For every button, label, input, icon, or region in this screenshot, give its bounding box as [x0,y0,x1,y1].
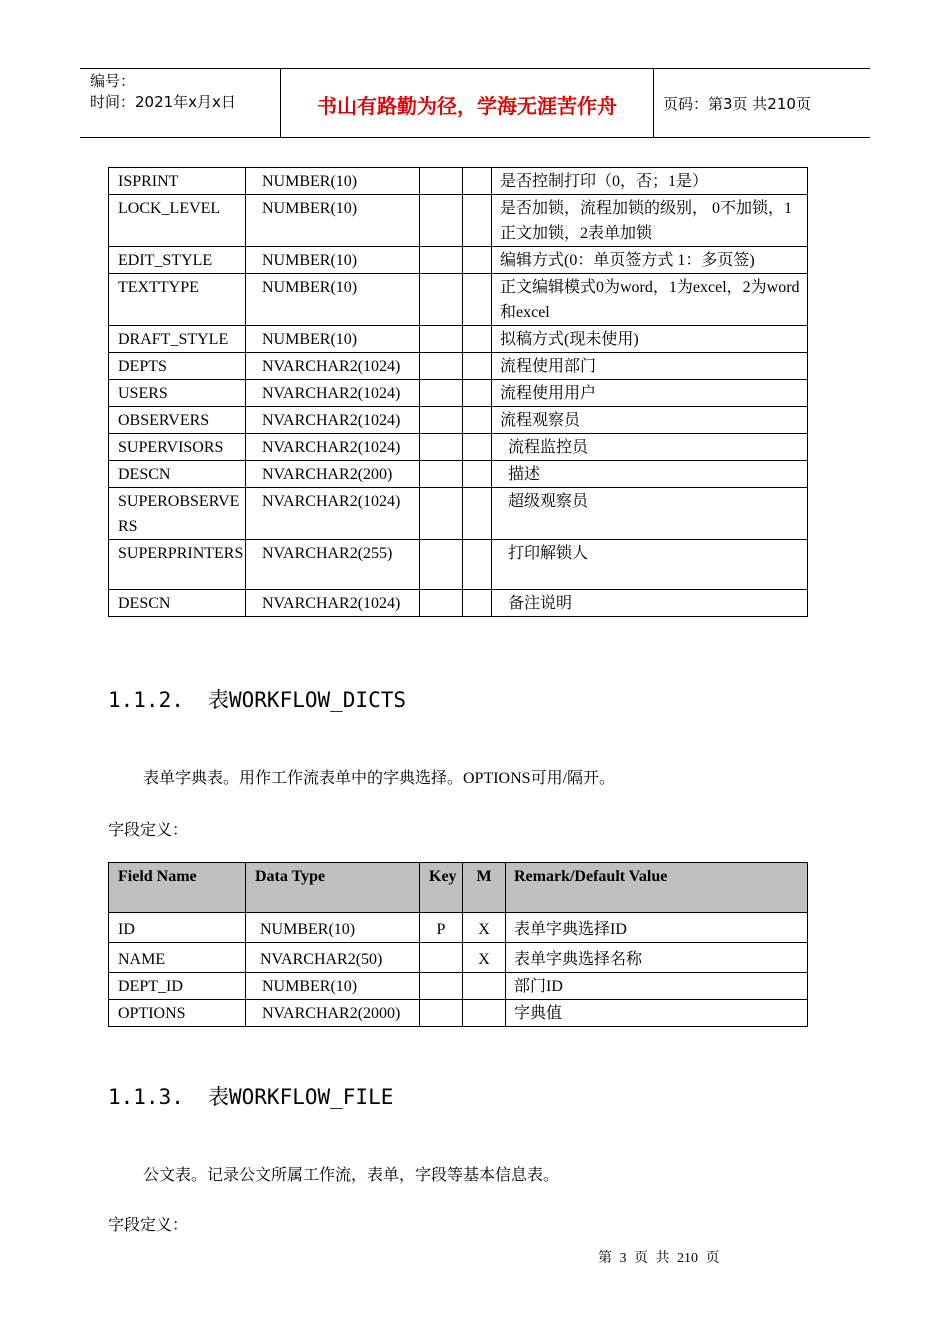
cell-key [420,247,463,274]
cell-remark: 描述 [492,461,808,488]
cell-remark: 超级观察员 [492,488,808,540]
table-row [109,380,808,407]
cell-remark: 部门ID [506,973,808,1000]
table-row [109,274,808,326]
cell-field-name: NAME [109,943,246,973]
cell-mandatory [463,380,492,407]
cell-field-name: ISPRINT [109,168,246,195]
cell-field-name: SUPERPRINTERS [109,540,246,590]
cell-remark: 表单字典选择ID [506,913,808,943]
section-title: 表WORKFLOW_FILE [208,1085,394,1109]
header-motto: 书山有路勤为径，学海无涯苦作舟 [281,69,654,137]
page-header [80,68,870,138]
section-heading-workflow-dicts [108,684,406,714]
cell-data-type: NUMBER(10) [246,274,420,326]
table-row [109,195,808,247]
cell-mandatory: X [463,943,506,973]
cell-key [420,274,463,326]
cell-key [420,461,463,488]
table-row [109,326,808,353]
cell-field-name: DEPTS [109,353,246,380]
table-row [109,590,808,617]
cell-key [420,973,463,1000]
cell-field-name: DESCN [109,461,246,488]
cell-data-type: NUMBER(10) [246,168,420,195]
fields-definition-label: 字段定义： [108,822,189,839]
document-number-label: 编号： [90,72,136,90]
fields-definition-label: 字段定义： [108,1217,189,1234]
table-header-row [109,863,808,913]
cell-field-name: DRAFT_STYLE [109,326,246,353]
cell-mandatory [463,247,492,274]
cell-key [420,168,463,195]
table-row [109,973,808,1000]
cell-data-type: NVARCHAR2(1024) [246,380,420,407]
table-row [109,353,808,380]
header-left-cell [80,69,281,137]
cell-mandatory [463,973,506,1000]
cell-field-name: SUPEROBSERVERS [109,488,246,540]
cell-data-type: NVARCHAR2(255) [246,540,420,590]
cell-remark: 是否控制打印（0，否；1是） [492,168,808,195]
section-number: 1.1.2. [108,688,184,712]
cell-key [420,1000,463,1027]
cell-remark: 打印解锁人 [492,540,808,590]
table-row [109,943,808,973]
workflow-dicts-table [108,862,808,1027]
cell-key [420,590,463,617]
cell-key [420,326,463,353]
cell-field-name: EDIT_STYLE [109,247,246,274]
cell-data-type: NVARCHAR2(1024) [246,488,420,540]
cell-remark: 字典值 [506,1000,808,1027]
cell-data-type: NVARCHAR2(2000) [246,1000,420,1027]
cell-mandatory [463,168,492,195]
cell-mandatory [463,488,492,540]
cell-remark: 正文编辑模式0为word，1为excel，2为word和excel [492,274,808,326]
cell-field-name: SUPERVISORS [109,434,246,461]
cell-data-type: NUMBER(10) [246,247,420,274]
cell-key: P [420,913,463,943]
workflow-fields-table-continued [108,167,808,617]
section-description: 公文表。记录公文所属工作流，表单，字段等基本信息表。 [143,1167,560,1184]
header-remark: Remark/Default Value [506,863,808,913]
header-key: Key [420,863,463,913]
cell-mandatory [463,195,492,247]
cell-field-name: TEXTTYPE [109,274,246,326]
cell-remark: 表单字典选择名称 [506,943,808,973]
cell-field-name: LOCK_LEVEL [109,195,246,247]
cell-remark: 拟稿方式(现未使用) [492,326,808,353]
cell-data-type: NVARCHAR2(1024) [246,407,420,434]
cell-mandatory [463,590,492,617]
cell-key [420,380,463,407]
table-row [109,540,808,590]
cell-mandatory [463,407,492,434]
cell-remark: 流程监控员 [492,434,808,461]
cell-data-type: NUMBER(10) [246,913,420,943]
header-field-name: Field Name [109,863,246,913]
cell-remark: 备注说明 [492,590,808,617]
cell-remark: 流程观察员 [492,407,808,434]
cell-data-type: NVARCHAR2(50) [246,943,420,973]
cell-mandatory [463,540,492,590]
section-heading-workflow-file [108,1081,393,1111]
section-number: 1.1.3. [108,1085,184,1109]
cell-key [420,434,463,461]
cell-mandatory [463,353,492,380]
cell-field-name: USERS [109,380,246,407]
table-row [109,247,808,274]
cell-data-type: NUMBER(10) [246,195,420,247]
table-row [109,913,808,943]
cell-data-type: NUMBER(10) [246,326,420,353]
section-description: 表单字典表。用作工作流表单中的字典选择。OPTIONS可用/隔开。 [143,770,616,787]
cell-remark: 流程使用部门 [492,353,808,380]
cell-field-name: ID [109,913,246,943]
table-row [109,488,808,540]
section-title: 表WORKFLOW_DICTS [208,688,407,712]
cell-key [420,353,463,380]
cell-mandatory [463,434,492,461]
cell-data-type: NVARCHAR2(1024) [246,353,420,380]
cell-key [420,195,463,247]
cell-key [420,540,463,590]
cell-mandatory: X [463,913,506,943]
table-row [109,461,808,488]
cell-data-type: NUMBER(10) [246,973,420,1000]
header-mandatory: M [463,863,506,913]
cell-data-type: NVARCHAR2(1024) [246,434,420,461]
table-row [109,434,808,461]
page-footer: 第 3 页 共 210 页 [598,1251,720,1266]
header-data-type: Data Type [246,863,420,913]
cell-data-type: NVARCHAR2(1024) [246,590,420,617]
cell-mandatory [463,461,492,488]
cell-field-name: DEPT_ID [109,973,246,1000]
document-date-label: 时间：2021年x月x日 [90,93,236,111]
cell-field-name: DESCN [109,590,246,617]
cell-remark: 编辑方式(0：单页签方式 1：多页签) [492,247,808,274]
cell-mandatory [463,326,492,353]
cell-field-name: OBSERVERS [109,407,246,434]
cell-remark: 流程使用用户 [492,380,808,407]
table-row [109,1000,808,1027]
table-row [109,407,808,434]
cell-mandatory [463,1000,506,1027]
table-row [109,168,808,195]
cell-field-name: OPTIONS [109,1000,246,1027]
cell-data-type: NVARCHAR2(200) [246,461,420,488]
cell-key [420,407,463,434]
cell-key [420,943,463,973]
cell-key [420,488,463,540]
cell-mandatory [463,274,492,326]
header-page-info: 页码：第3页 共210页 [663,94,811,113]
cell-remark: 是否加锁，流程加锁的级别， 0不加锁，1正文加锁，2表单加锁 [492,195,808,247]
